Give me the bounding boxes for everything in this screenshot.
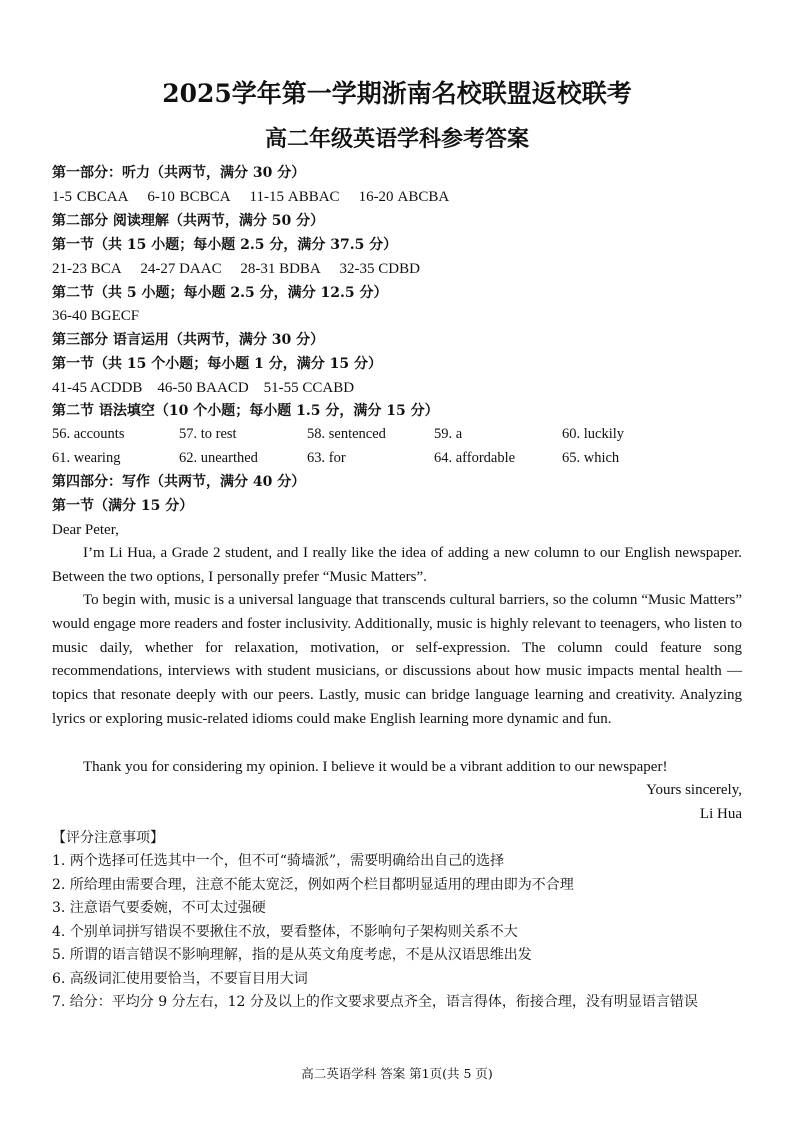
part4-section1-heading: 第一节（满分 15 分） — [52, 498, 194, 514]
sub-title: 高二年级英语学科参考答案 — [264, 126, 529, 152]
part3-section2-heading: 第二节 语法填空（10 个小题；每小题 1.5 分，满分 15 分） — [52, 403, 439, 419]
letter-paragraph-2: To begin with, music is a universal language that transcends cultural barriers, so the column “Music Matters” would engage more readers and foster inclusivity. Additionally, music is highly relevant to teenagers, who listen to music daily, whether for relaxation, motivation, or self-expression. The column could feature song recommendations, interviews with student musicians, or discussions about how music impacts mental health — topics that resonate deeply with our peers. Lastly, music can bridge language learning and creativity. Analyzing lyrics or exploring music-related idioms could make English learning more dynamic and fun. — [52, 592, 742, 727]
part2-section1-answers: 21-23 BCA 24-27 DAAC 28-31 BDBA 32-35 CDBD — [52, 261, 420, 277]
blank-59: 59. a — [434, 426, 463, 442]
main-title: 2025学年第一学期浙南名校联盟返校联考 — [162, 79, 632, 108]
notes-item-3: 3. 注意语气要委婉，不可太过强硬 — [52, 900, 266, 916]
blank-57: 57. to rest — [179, 426, 237, 442]
part1-answers: 1-5 CBCAA 6-10 BCBCA 11-15 ABBAC 16-20 ABCBA — [52, 189, 450, 205]
letter-signature: Li Hua — [699, 806, 742, 822]
blank-62: 62. unearthed — [179, 450, 258, 466]
notes-heading: 【评分注意事项】 — [52, 830, 164, 846]
part3-section1-answers: 41-45 ACDDB 46-50 BAACD 51-55 CCABD — [52, 380, 355, 396]
blank-65: 65. which — [562, 450, 620, 466]
blank-64: 64. affordable — [434, 450, 516, 466]
notes-item-2: 2. 所给理由需要合理，注意不能太宽泛，例如两个栏目都明显适用的理由即为不合理 — [52, 877, 574, 893]
part2-section2-answers: 36-40 BGECF — [52, 308, 140, 324]
letter-paragraph-3: Thank you for considering my opinion. I believe it would be a vibrant addition to our newspaper! — [83, 759, 668, 775]
part2-section2-heading: 第二节（共 5 小题；每小题 2.5 分，满分 12.5 分） — [52, 285, 388, 301]
part2-section1-heading: 第一节（共 15 小题；每小题 2.5 分，满分 37.5 分） — [52, 237, 398, 253]
blank-61: 61. wearing — [52, 450, 121, 466]
blank-63: 63. for — [307, 450, 346, 466]
part3-heading: 第三部分 语言运用（共两节，满分 30 分） — [52, 332, 325, 348]
notes-item-7: 7. 给分：平均分 9 分左右，12 分及以上的作文要求要点齐全，语言得体，衔接合理，没有明显语言错误 — [52, 994, 698, 1010]
notes-item-6: 6. 高级词汇使用要恰当，不要盲目用大词 — [52, 971, 308, 987]
notes-item-1: 1. 两个选择可任选其中一个，但不可“骑墙派”，需要明确给出自己的选择 — [52, 853, 505, 869]
blank-58: 58. sentenced — [307, 426, 386, 442]
blank-60: 60. luckily — [562, 426, 625, 442]
blank-56: 56. accounts — [52, 426, 125, 442]
part4-heading: 第四部分：写作（共两节，满分 40 分） — [52, 474, 306, 490]
notes-item-5: 5. 所谓的语言错误不影响理解，指的是从英文角度考虑，不是从汉语思维出发 — [52, 947, 532, 963]
part3-section1-heading: 第一节（共 15 个小题；每小题 1 分，满分 15 分） — [52, 356, 382, 372]
part2-heading: 第二部分 阅读理解（共两节，满分 50 分） — [52, 213, 325, 229]
letter-salutation: Dear Peter, — [52, 522, 119, 538]
letter-closing: Yours sincerely, — [646, 782, 742, 798]
page-footer: 高二英语学科 答案 第1页(共 5 页) — [301, 1066, 493, 1081]
part1-heading: 第一部分：听力（共两节，满分 30 分） — [52, 165, 306, 181]
letter-paragraph-1: I’m Li Hua, a Grade 2 student, and I really like the idea of adding a new column to our English newspaper. Between the two options, I personally prefer “Music Matters”. — [52, 545, 742, 585]
notes-item-4: 4. 个别单词拼写错误不要揪住不放，要看整体，不影响句子架构则关系不大 — [52, 924, 518, 940]
